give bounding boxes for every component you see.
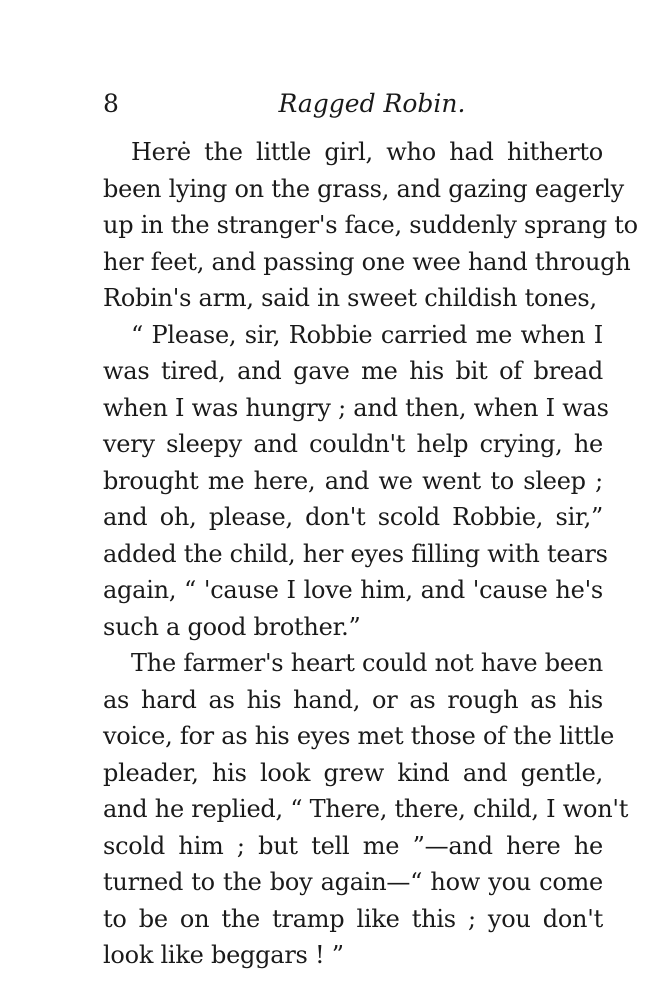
text-line: and oh, please, don't scold Robbie, sir,” (103, 503, 603, 531)
running-title: Ragged Robin. (278, 89, 466, 118)
text-line: was tired, and gave me his bit of bread (103, 357, 603, 385)
text-line: been lying on the grass, and gazing eagerly (103, 174, 624, 203)
text-line: voice, for as his eyes met those of the little (103, 722, 615, 750)
body-text (103, 134, 638, 974)
text-line: scold him ; but tell me ”—and here he (103, 831, 603, 860)
text-line: pleader, his look grew kind and gentle, (103, 758, 603, 787)
text-line: The farmer's heart could not have been (131, 649, 603, 677)
text-line: up in the stranger's face, suddenly sprang to (103, 211, 638, 239)
text-line: turned to the boy again—“ how you come (103, 868, 603, 896)
text-line: again, “ 'cause I love him, and 'cause he's (103, 576, 603, 604)
text-line: Robin's arm, said in sweet childish tones, (103, 284, 597, 312)
text-line: when I was hungry ; and then, when I was (103, 393, 609, 422)
text-line: to be on the tramp like this ; you don't (103, 904, 603, 933)
text-line: look like beggars ! ” (103, 941, 344, 969)
text-line: as hard as his hand, or as rough as his (103, 685, 603, 714)
text-line: very sleepy and couldn't help crying, he (103, 430, 603, 458)
text-line: added the child, her eyes filling with tears (103, 539, 608, 568)
page-number: 8 (103, 89, 119, 118)
page-header (103, 86, 603, 122)
text-line: such a good brother.” (103, 612, 361, 641)
text-line: and he replied, “ There, there, child, I won't (103, 795, 629, 823)
text-line: brought me here, and we went to sleep ; (103, 466, 603, 495)
text-line: “ Please, sir, Robbie carried me when I (131, 320, 603, 349)
text-line: her feet, and passing one wee hand through (103, 247, 631, 276)
text-line: Herė the little girl, who had hitherto (131, 138, 603, 166)
